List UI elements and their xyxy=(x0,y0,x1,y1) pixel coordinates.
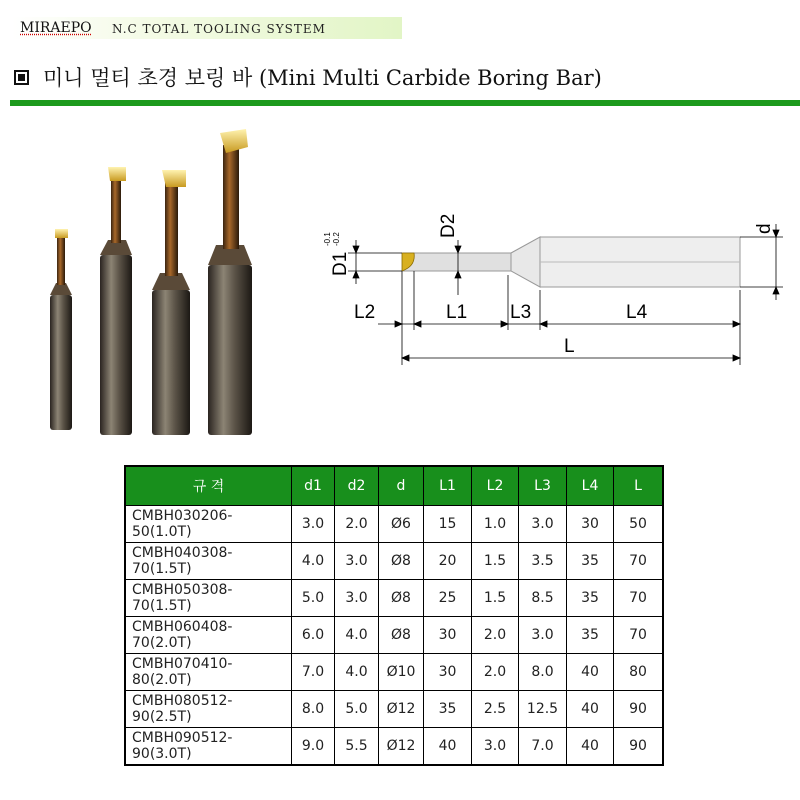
cell-d1: 4.0 xyxy=(292,543,335,580)
cell-l2: 2.0 xyxy=(472,617,519,654)
dim-label-d1-tol-upper: -0.1 xyxy=(323,232,332,246)
cell-d: Ø8 xyxy=(379,543,424,580)
col-header-l: L xyxy=(614,466,664,506)
cell-l1: 25 xyxy=(424,580,472,617)
boring-bar-xlarge xyxy=(208,129,252,435)
brand-name: MIRAEPO xyxy=(20,20,92,36)
cell-d2: 2.0 xyxy=(335,506,379,543)
cell-l4: 35 xyxy=(567,617,614,654)
cell-l: 70 xyxy=(614,543,664,580)
cell-d: Ø12 xyxy=(379,728,424,766)
cell-l3: 3.0 xyxy=(519,617,567,654)
cell-d1: 8.0 xyxy=(292,691,335,728)
cell-l1: 30 xyxy=(424,654,472,691)
dim-label-d1: D1 xyxy=(330,251,351,276)
col-header-l3: L3 xyxy=(519,466,567,506)
cell-spec: CMBH040308-70(1.5T) xyxy=(125,543,292,580)
cell-d: Ø12 xyxy=(379,691,424,728)
cell-l3: 8.0 xyxy=(519,654,567,691)
cell-d2: 4.0 xyxy=(335,617,379,654)
cell-spec: CMBH080512-90(2.5T) xyxy=(125,691,292,728)
cell-d2: 4.0 xyxy=(335,654,379,691)
cell-d1: 5.0 xyxy=(292,580,335,617)
cell-d2: 5.5 xyxy=(335,728,379,766)
cell-spec: CMBH060408-70(2.0T) xyxy=(125,617,292,654)
table-header-row xyxy=(125,466,663,506)
cell-d: Ø10 xyxy=(379,654,424,691)
cell-l: 50 xyxy=(614,506,664,543)
cell-d2: 3.0 xyxy=(335,543,379,580)
cell-l1: 30 xyxy=(424,617,472,654)
table-row xyxy=(125,617,663,654)
cell-l3: 7.0 xyxy=(519,728,567,766)
boring-bar-medium xyxy=(100,167,132,435)
cell-l2: 2.5 xyxy=(472,691,519,728)
cell-l4: 40 xyxy=(567,654,614,691)
dim-label-l3: L3 xyxy=(510,302,532,323)
table-row xyxy=(125,691,663,728)
brand-tagline: N.C TOTAL TOOLING SYSTEM xyxy=(112,22,326,36)
cell-d: Ø8 xyxy=(379,617,424,654)
cell-l4: 30 xyxy=(567,506,614,543)
cell-d1: 9.0 xyxy=(292,728,335,766)
cell-l: 70 xyxy=(614,617,664,654)
cell-l2: 3.0 xyxy=(472,728,519,766)
cell-l2: 1.5 xyxy=(472,543,519,580)
cell-spec: CMBH050308-70(1.5T) xyxy=(125,580,292,617)
table-row xyxy=(125,506,663,543)
table-row xyxy=(125,543,663,580)
page-title: 미니 멀티 초경 보링 바 (Mini Multi Carbide Boring Bar) xyxy=(43,66,602,90)
brand-header xyxy=(12,17,402,39)
col-header-l2: L2 xyxy=(472,466,519,506)
cell-d1: 6.0 xyxy=(292,617,335,654)
cell-l1: 40 xyxy=(424,728,472,766)
table-row xyxy=(125,654,663,691)
cell-l4: 40 xyxy=(567,728,614,766)
technical-drawing xyxy=(318,200,796,370)
col-header-l1: L1 xyxy=(424,466,472,506)
boring-bar-large xyxy=(152,170,190,435)
col-header-l4: L4 xyxy=(567,466,614,506)
cell-spec: CMBH070410-80(2.0T) xyxy=(125,654,292,691)
cell-l: 90 xyxy=(614,728,664,766)
dim-label-l: L xyxy=(564,336,575,357)
cell-l: 90 xyxy=(614,691,664,728)
cell-d: Ø8 xyxy=(379,580,424,617)
dim-label-d: d xyxy=(754,223,775,234)
spec-table xyxy=(124,465,664,766)
table-row xyxy=(125,580,663,617)
dim-label-l1: L1 xyxy=(446,302,468,323)
cell-l3: 12.5 xyxy=(519,691,567,728)
cell-l1: 20 xyxy=(424,543,472,580)
dim-label-d2: D2 xyxy=(438,213,459,238)
cell-d2: 5.0 xyxy=(335,691,379,728)
cell-l3: 3.0 xyxy=(519,506,567,543)
square-bullet-icon xyxy=(14,70,29,85)
cell-spec: CMBH090512-90(3.0T) xyxy=(125,728,292,766)
cell-spec: CMBH030206-50(1.0T) xyxy=(125,506,292,543)
cell-d1: 3.0 xyxy=(292,506,335,543)
col-header-d: d xyxy=(379,466,424,506)
col-header-d1: d1 xyxy=(292,466,335,506)
title-divider xyxy=(10,100,800,106)
cell-d1: 7.0 xyxy=(292,654,335,691)
cell-l3: 8.5 xyxy=(519,580,567,617)
cell-l2: 2.0 xyxy=(472,654,519,691)
table-row xyxy=(125,728,663,766)
dim-label-l2: L2 xyxy=(354,302,376,323)
cell-l1: 35 xyxy=(424,691,472,728)
cell-l3: 3.5 xyxy=(519,543,567,580)
cell-l2: 1.0 xyxy=(472,506,519,543)
cell-d: Ø6 xyxy=(379,506,424,543)
cell-l: 70 xyxy=(614,580,664,617)
cell-l4: 40 xyxy=(567,691,614,728)
cell-l2: 1.5 xyxy=(472,580,519,617)
col-header-d2: d2 xyxy=(335,466,379,506)
cell-d2: 3.0 xyxy=(335,580,379,617)
cell-l4: 35 xyxy=(567,580,614,617)
dim-label-l4: L4 xyxy=(626,302,648,323)
page-title-row xyxy=(14,62,602,92)
cell-l4: 35 xyxy=(567,543,614,580)
col-header-spec: 규 격 xyxy=(125,466,292,506)
cell-l: 80 xyxy=(614,654,664,691)
dim-label-d1-tol-lower: -0.2 xyxy=(332,232,341,246)
boring-bar-small xyxy=(50,229,72,430)
product-photo xyxy=(40,125,270,440)
cell-l1: 15 xyxy=(424,506,472,543)
